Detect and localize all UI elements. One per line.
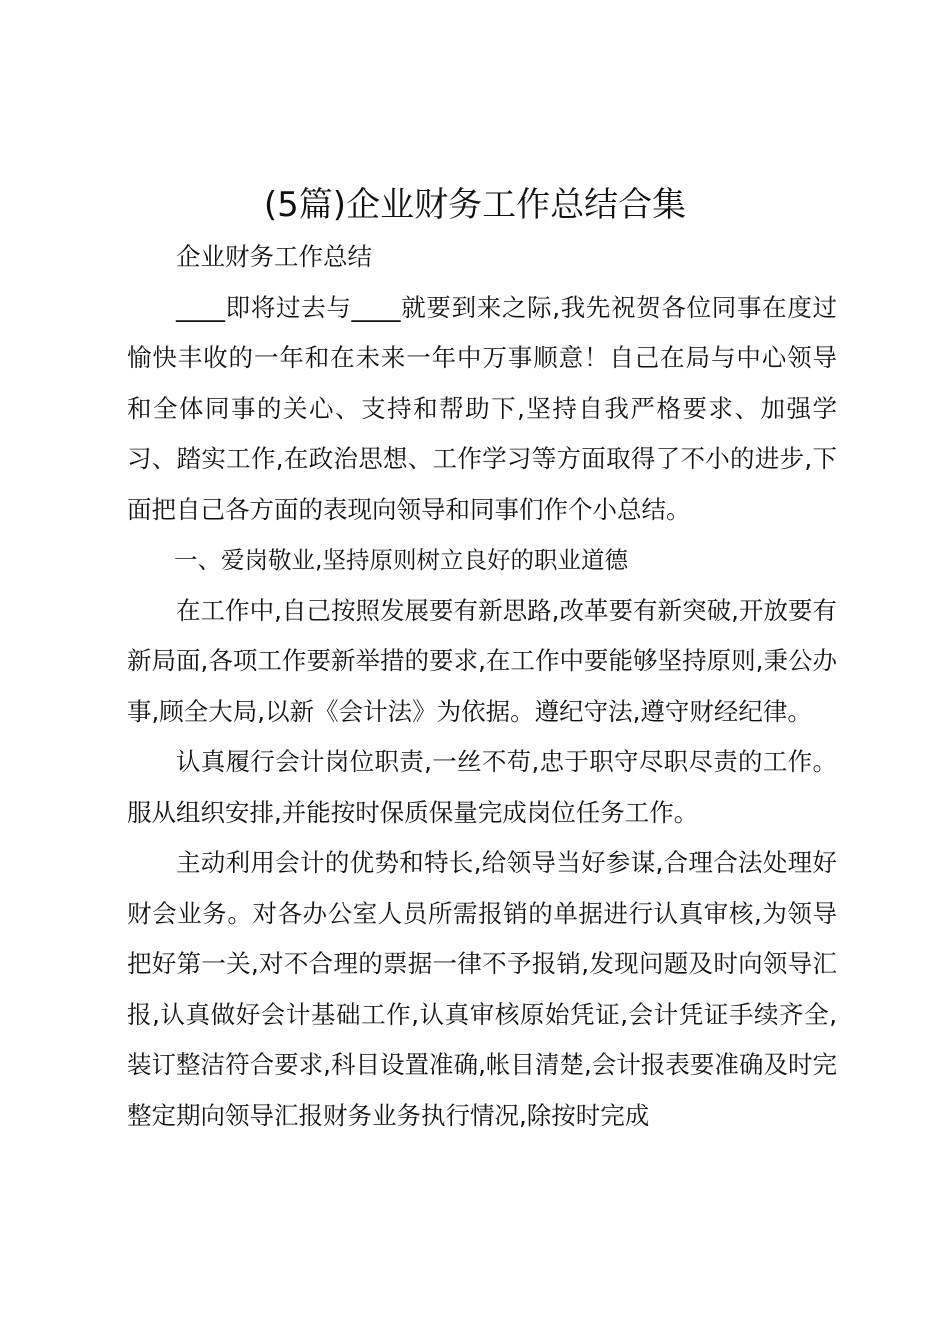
document-title: (5篇)企业财务工作总结合集	[263, 185, 687, 225]
intro-paragraph: ____即将过去与____就要到来之际,我先祝贺各位同事在度过愉快丰收的一年和在未来一年中万事顺意！自己在局与中心领导和全体同事的关心、支持和帮助下,坚持自我严格要求、加强学习、踏实工作,在政治思想、工作学习等方面取得了不小的进步,下面把自己各方面的表现向领导和同事们作个小总结。	[127, 292, 837, 524]
subtitle-paragraph: 企业财务工作总结	[176, 242, 372, 271]
body-paragraph: 在工作中,自己按照发展要有新思路,改革要有新突破,开放要有新局面,各项工作要新举措的要求,在工作中要能够坚持原则,秉公办事,顾全大局,以新《会计法》为依据。遵纪守法,遵守财经纪律。	[127, 595, 837, 726]
body-paragraph: 认真履行会计岗位职责,一丝不苟,忠于职守尽职尽责的工作。服从组织安排,并能按时保质保量完成岗位任务工作。	[127, 747, 837, 827]
section-heading: 一、爱岗敬业,坚持原则树立良好的职业道德	[174, 546, 628, 574]
body-paragraph: 主动利用会计的优势和特长,给领导当好参谋,合理合法处理好财会业务。对各办公室人员所需报销的单据进行认真审核,为领导把好第一关,对不合理的票据一律不予报销,发现问题及时向领导汇报,认真做好会计基础工作,认真审核原始凭证,会计凭证手续齐全,装订整洁符合要求,科目设置准确,帐目清楚,会计报表要准确及时完整定期向领导汇报财务业务执行情况,除按时完成	[127, 848, 837, 1130]
document-body	[127, 232, 837, 1141]
